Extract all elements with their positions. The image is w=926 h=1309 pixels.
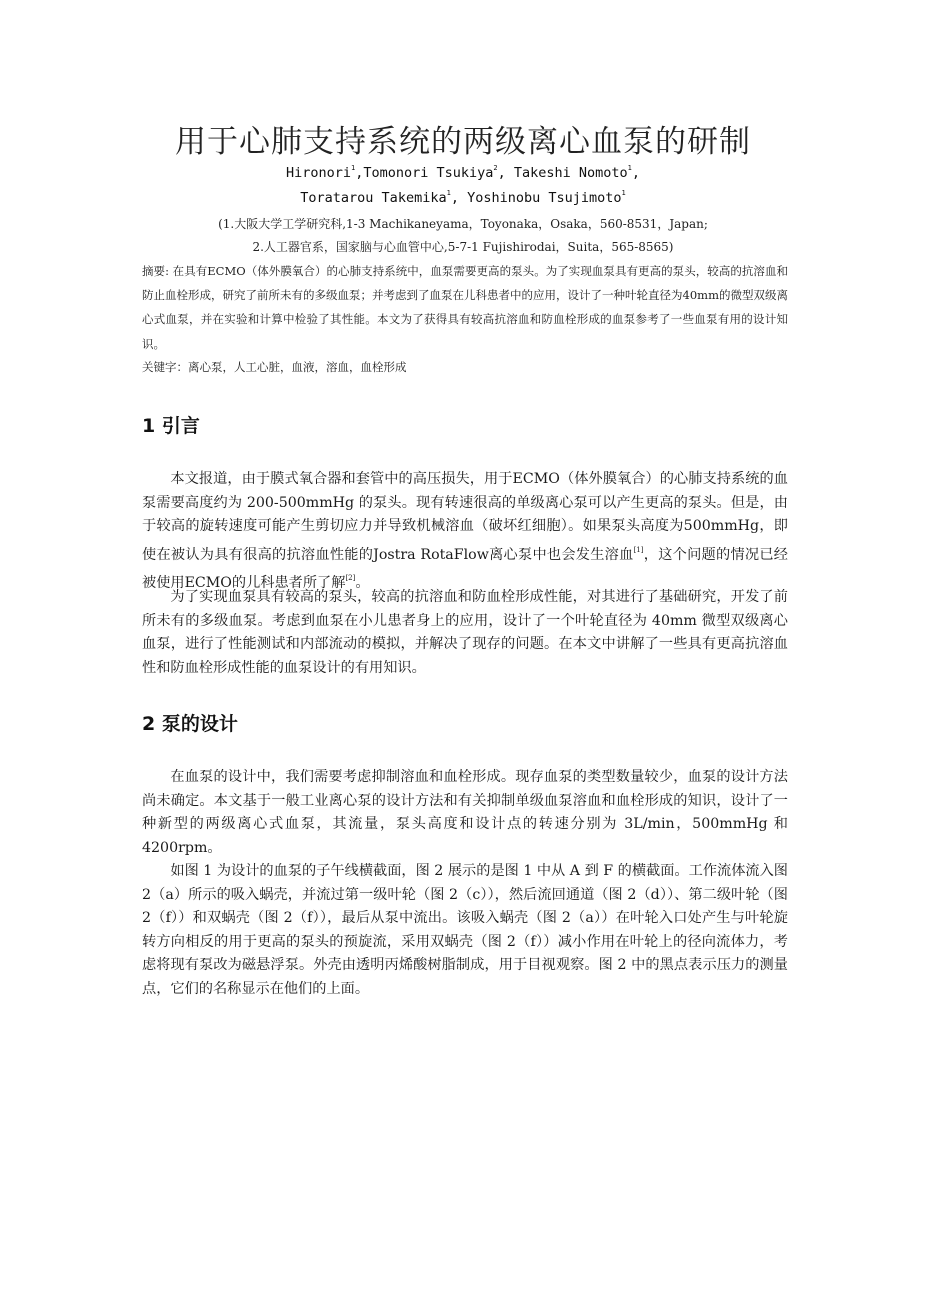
abstract-text: : 在具有ECMO（体外膜氧合）的心肺支持系统中，血泵需要更高的泵头。为了实现血泵具有更高的泵头，较高的抗溶血和防止血栓形成，研究了前所未有的多级血泵；并考虑到了血泵在儿科患者中的应用，设计了一种叶轮直径为40mm的微型双级离心式血泵，并在实验和计算中检验了其性能。本文为了获得具有较高抗溶血和防血栓形成的血泵参考了一些血泵有用的设计知识。 — [142, 264, 789, 351]
author-affiliation-mark: 1 — [627, 164, 632, 172]
paragraph-text: 为了实现血泵具有较高的泵头，较高的抗溶血和防血栓形成性能，对其进行了基础研究，开发了前所未有的多级血泵。考虑到血泵在小儿患者身上的应用，设计了一个叶轮直径为 40mm 微型双级离心血泵，进行了性能测试和内部流动的模拟，并解决了现存的问题。在本文中讲解了一些具有更高抗溶血性和防血栓形成性能的血泵设计的有用知识。 — [142, 589, 788, 676]
author-name: Toratarou Takemika — [300, 190, 447, 206]
paragraph-text: ，这个问题的情况已经被使用ECMO的儿科患者所了解 — [142, 546, 788, 592]
paragraph — [142, 766, 788, 860]
abstract — [142, 259, 788, 356]
keywords — [142, 355, 788, 379]
author-name: , Takeshi Nomoto — [497, 165, 628, 181]
author-name: ,Tomonori Tsukiya — [355, 165, 494, 181]
paragraph — [142, 468, 788, 596]
keywords-label: 关键字 — [142, 360, 177, 374]
paragraph — [142, 586, 788, 680]
author-line-1 — [0, 164, 926, 181]
author-separator: , — [631, 165, 641, 181]
author-name: , Yoshinobu Tsujimoto — [450, 190, 622, 206]
section-heading-introduction: 1 引言 — [142, 415, 200, 437]
citation: [2] — [345, 574, 356, 583]
abstract-label: 摘要 — [142, 264, 166, 278]
author-affiliation-mark: 1 — [446, 189, 451, 197]
paper-title: 用于心肺支持系统的两级离心血泵的研制 — [175, 124, 751, 160]
paragraph — [142, 860, 788, 1002]
paragraph-text: 在血泵的设计中，我们需要考虑抑制溶血和血栓形成。现存血泵的类型数量较少，血泵的设计方法尚未确定。本文基于一般工业离心泵的设计方法和有关抑制单级血泵溶血和血栓形成的知识，设计了一种新型的两级离心式血泵，其流量，泵头高度和设计点的转速分别为 3L/min，500mmHg 和 4200rpm。 — [142, 769, 788, 856]
affiliation-line-1: (1.大阪大学工学研究科,1-3 Machikaneyama，Toyonaka，Osaka，560-8531，Japan; — [218, 217, 708, 231]
paragraph-text: 如图 1 为设计的血泵的子午线横截面，图 2 展示的是图 1 中从 A 到 F 的横截面。工作流体流入图 2（a）所示的吸入蜗壳，并流过第一级叶轮（图 2（c）），然后流回通道（图 2（d））、第二级叶轮（图 2（f））和双蜗壳（图 2（f）），最后从泵中流出。该吸入蜗壳（图 2（a））在叶轮入口处产生与叶轮旋转方向相反的用于更高的泵头的预旋流，采用双蜗壳（图 2（f））减小作用在叶轮上的径向流体力，考虑将现有泵改为磁悬浮泵。外壳由透明丙烯酸树脂制成，用于目视观察。图 2 中的黑点表示压力的测量点，它们的名称显示在他们的上面。 — [142, 863, 788, 997]
author-name: Hironori — [285, 165, 351, 181]
paragraph-text: 本文报道，由于膜式氧合器和套管中的高压损失，用于ECMO（体外膜氧合）的心肺支持系统的血泵需要高度约为 200-500mmHg 的泵头。现有转速很高的单级离心泵可以产生更高的泵头。但是，由于较高的旋转速度可能产生剪切应力并导致机械溶血（破坏红细胞）。如果泵头高度为500mmHg，即使在被认为具有很高的抗溶血性能的Jostra RotaFlow离心泵中也会发生溶血 — [142, 471, 788, 563]
author-affiliation-mark: 2 — [493, 164, 498, 172]
author-affiliation-mark: 1 — [351, 164, 356, 172]
affiliation-line-2: 2.人工器官系，国家脑与心血管中心,5-7-1 Fujishirodai，Suita，565-8565) — [252, 240, 674, 254]
citation: [1] — [633, 545, 644, 554]
author-affiliation-mark: 1 — [621, 189, 626, 197]
author-line-2 — [0, 189, 926, 206]
paragraph-text: 。 — [355, 575, 370, 592]
keywords-text: ：离心泵，人工心脏，血液，溶血，血栓形成 — [176, 360, 407, 374]
section-heading-pump-design: 2 泵的设计 — [142, 713, 238, 735]
